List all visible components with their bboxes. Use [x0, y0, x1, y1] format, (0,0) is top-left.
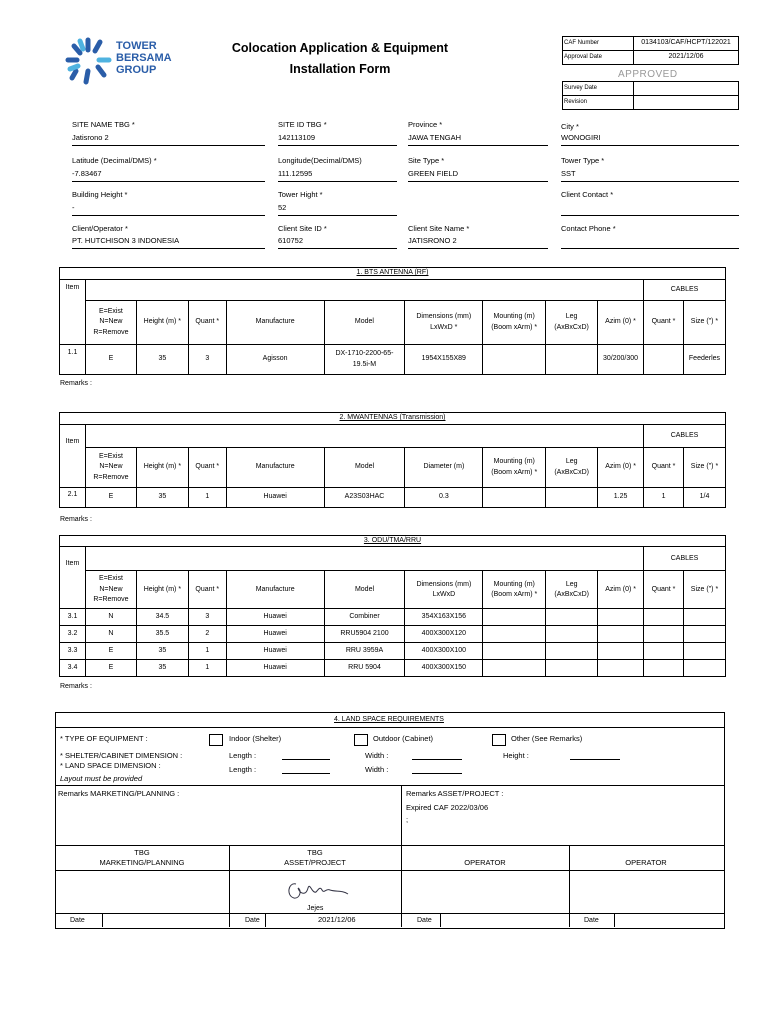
- signature-tbg-asset: TBG ASSET/PROJECT: [284, 848, 346, 867]
- outdoor-checkbox[interactable]: [354, 734, 368, 746]
- indoor-checkbox[interactable]: [209, 734, 223, 746]
- client-operator-field: PT. HUTCHISON 3 INDONESIA: [72, 236, 265, 249]
- col-cable-quant: Quant *: [644, 301, 684, 345]
- col-exist: E=Exist N=New R=Remove: [85, 301, 136, 345]
- company-logo: [64, 36, 176, 86]
- col-manufacture: Manufacture: [226, 448, 324, 488]
- date-label-3: Date: [417, 917, 432, 924]
- tower-type-label: Tower Type *: [561, 156, 605, 165]
- shelter-length-field[interactable]: [282, 750, 330, 760]
- col-cable-size: Size (") *: [684, 571, 726, 609]
- col-leg: Leg (AxBxCxD): [546, 448, 598, 488]
- col-cable-quant: Quant *: [644, 448, 684, 488]
- col-mounting: Mounting (m) (Boom xArm) *: [483, 571, 546, 609]
- land-length-field[interactable]: [282, 764, 330, 774]
- caf-number-value: 0134103/CAF/HCPT/122021: [634, 37, 739, 51]
- col-quant: Quant *: [188, 301, 226, 345]
- mw-antenna-table: [59, 412, 726, 508]
- longitude-label: Longitude(Decimal/DMS): [278, 156, 362, 165]
- client-operator-label: Client/Operator *: [72, 224, 128, 233]
- col-item: Item: [60, 280, 86, 345]
- col-model: Model: [324, 301, 405, 345]
- site-type-field: GREEN FIELD: [408, 169, 548, 182]
- col-model: Model: [324, 448, 405, 488]
- contact-phone-field: [561, 236, 739, 249]
- signer-name: Jejes: [307, 905, 324, 912]
- col-cable-quant: Quant *: [644, 571, 684, 609]
- form-title-line-2: Installation Form: [289, 62, 391, 76]
- col-dimensions: Dimensions (mm) LxWxD *: [405, 301, 483, 345]
- section-2-title: 2. MWANTENNAS (Transmission): [60, 413, 726, 425]
- col-cable-size: Size (") *: [683, 301, 725, 345]
- col-azim: Azim (0) *: [598, 571, 644, 609]
- approved-stamp: APPROVED: [618, 69, 678, 80]
- latitude-label: Latitude (Decimal/DMS) *: [72, 156, 157, 165]
- caf-table: [562, 36, 739, 65]
- table-row: 2.1 E 35 1 Huawei A23S03HAC 0.3 1.25 1 1/4: [60, 488, 726, 508]
- other-label: Other (See Remarks): [511, 734, 583, 743]
- col-model: Model: [324, 571, 405, 609]
- col-height: Height (m) *: [136, 301, 188, 345]
- date-label-2: Date: [245, 917, 260, 924]
- tower-height-field: 52: [278, 203, 397, 216]
- client-site-id-field: 610752: [278, 236, 397, 249]
- land-space-section: [55, 712, 725, 929]
- approval-date-label: Approval Date: [563, 51, 634, 65]
- col-height: Height (m) *: [136, 571, 188, 609]
- land-width-label: Width :: [365, 765, 389, 774]
- shelter-height-label: Height :: [503, 751, 529, 760]
- shelter-width-label: Width :: [365, 751, 389, 760]
- revision-label: Revision: [563, 96, 634, 110]
- date-label-4: Date: [584, 917, 599, 924]
- col-diameter: Diameter (m): [405, 448, 483, 488]
- col-exist: E=Exist N=New R=Remove: [85, 448, 136, 488]
- col-leg: Leg (AxBxCxD): [546, 571, 598, 609]
- signature-operator-1: OPERATOR: [464, 858, 506, 867]
- form-title: [200, 38, 480, 80]
- province-label: Province *: [408, 120, 443, 129]
- shelter-dimension-label: * SHELTER/CABINET DIMENSION :: [60, 751, 183, 760]
- layout-note: Layout must be provided: [60, 774, 143, 783]
- table-row: 1.1 E 35 3 Agisson DX-1710-2200-65- 19.5i-M 1954X155X89 30/200/300 Feederles: [60, 345, 726, 375]
- survey-date-label: Survey Date: [563, 82, 634, 96]
- col-leg: Leg (AxBxCxD): [546, 301, 598, 345]
- col-exist: E=Exist N=New R=Remove: [85, 571, 136, 609]
- province-field: JAWA TENGAH: [408, 133, 548, 146]
- city-field: WONOGIRI: [561, 133, 739, 146]
- section-1-remarks: Remarks :: [60, 380, 92, 387]
- signature-date: 2021/12/06: [318, 915, 356, 924]
- shelter-length-label: Length :: [229, 751, 257, 760]
- logo-line-3: GROUP: [116, 64, 157, 76]
- table-row: 3.2 N 35.5 2 Huawei RRU5904 2100 400X300X120: [60, 626, 726, 643]
- table-row: 3.4 E 35 1 Huawei RRU 5904 400X300X150: [60, 660, 726, 677]
- remarks-marketing-label: Remarks MARKETING/PLANNING :: [58, 789, 180, 798]
- survey-table: [562, 81, 739, 110]
- col-quant: Quant *: [188, 571, 226, 609]
- client-contact-field: [561, 203, 739, 216]
- col-azim: Azim (0) *: [598, 301, 644, 345]
- col-item: Item: [60, 425, 86, 488]
- remarks-asset-label: Remarks ASSET/PROJECT :: [406, 789, 504, 798]
- tower-height-label: Tower Hight *: [278, 190, 323, 199]
- logo-line-2: BERSAMA: [116, 52, 172, 64]
- approval-date-value: 2021/12/06: [634, 51, 739, 65]
- shelter-width-field[interactable]: [412, 750, 462, 760]
- col-manufacture: Manufacture: [226, 571, 324, 609]
- land-width-field[interactable]: [412, 764, 462, 774]
- col-height: Height (m) *: [136, 448, 188, 488]
- signature-tbg-marketing: TBG MARKETING/PLANNING: [99, 848, 185, 867]
- building-height-field: -: [72, 203, 265, 216]
- site-id-label: SITE ID TBG *: [278, 120, 327, 129]
- caf-number-label: CAF Number: [563, 37, 634, 51]
- section-3-title: 3. ODU/TMA/RRU: [60, 536, 726, 547]
- contact-phone-label: Contact Phone *: [561, 224, 616, 233]
- cables-header: CABLES: [644, 280, 726, 301]
- survey-date-value: [634, 82, 739, 96]
- site-id-field: 142113109: [278, 133, 397, 146]
- section-3-remarks: Remarks :: [60, 683, 92, 690]
- site-type-label: Site Type *: [408, 156, 445, 165]
- section-1-title: 1. BTS ANTENNA (RF): [60, 268, 726, 280]
- shelter-height-field[interactable]: [570, 750, 620, 760]
- other-checkbox[interactable]: [492, 734, 506, 746]
- land-space-dimension-label: * LAND SPACE DIMENSION :: [60, 761, 161, 770]
- client-contact-label: Client Contact *: [561, 190, 614, 199]
- section-4-title: 4. LAND SPACE REQUIREMENTS: [334, 716, 444, 723]
- col-quant: Quant *: [188, 448, 226, 488]
- asset-remark-1: Expired CAF 2022/03/06: [406, 803, 489, 812]
- section-2-remarks: Remarks :: [60, 516, 92, 523]
- logo-burst-icon: [64, 36, 114, 86]
- latitude-field: -7.83467: [72, 169, 265, 182]
- city-label: City *: [561, 122, 579, 131]
- odu-tma-rru-table: [59, 535, 726, 677]
- bts-antenna-table: [59, 267, 726, 375]
- revision-value: [634, 96, 739, 110]
- asset-remark-2: ;: [406, 815, 409, 824]
- col-azim: Azim (0) *: [598, 448, 644, 488]
- client-site-name-label: Client Site Name *: [408, 224, 470, 233]
- table-row: 3.3 E 35 1 Huawei RRU 3959A 400X300X100: [60, 643, 726, 660]
- cables-header: CABLES: [644, 425, 726, 448]
- tower-type-field: SST: [561, 169, 739, 182]
- outdoor-label: Outdoor (Cabinet): [373, 734, 434, 743]
- client-site-id-label: Client Site ID *: [278, 224, 327, 233]
- building-height-label: Building Height *: [72, 190, 128, 199]
- indoor-label: Indoor (Shelter): [229, 734, 282, 743]
- signature-operator-2: OPERATOR: [625, 858, 667, 867]
- form-title-line-1: Colocation Application & Equipment: [231, 41, 449, 55]
- logo-line-1: TOWER: [116, 40, 157, 52]
- col-dimensions: Dimensions (mm) LxWxD: [405, 571, 483, 609]
- col-mounting: Mounting (m) (Boom xArm) *: [483, 448, 546, 488]
- col-mounting: Mounting (m) (Boom xArm) *: [483, 301, 546, 345]
- type-of-equipment-label: * TYPE OF EQUIPMENT :: [60, 734, 148, 743]
- col-manufacture: Manufacture: [226, 301, 324, 345]
- signature-image: [282, 876, 362, 906]
- cables-header: CABLES: [644, 547, 726, 571]
- land-length-label: Length :: [229, 765, 257, 774]
- site-name-field: Jatisrono 2: [72, 133, 265, 146]
- site-name-label: SITE NAME TBG *: [72, 120, 135, 129]
- date-label-1: Date: [70, 917, 85, 924]
- col-item: Item: [60, 547, 86, 609]
- table-row: 3.1 N 34.5 3 Huawei Combiner 354X163X156: [60, 609, 726, 626]
- col-cable-size: Size (") *: [683, 448, 725, 488]
- client-site-name-field: JATISRONO 2: [408, 236, 548, 249]
- longitude-field: 111.12595: [278, 169, 397, 182]
